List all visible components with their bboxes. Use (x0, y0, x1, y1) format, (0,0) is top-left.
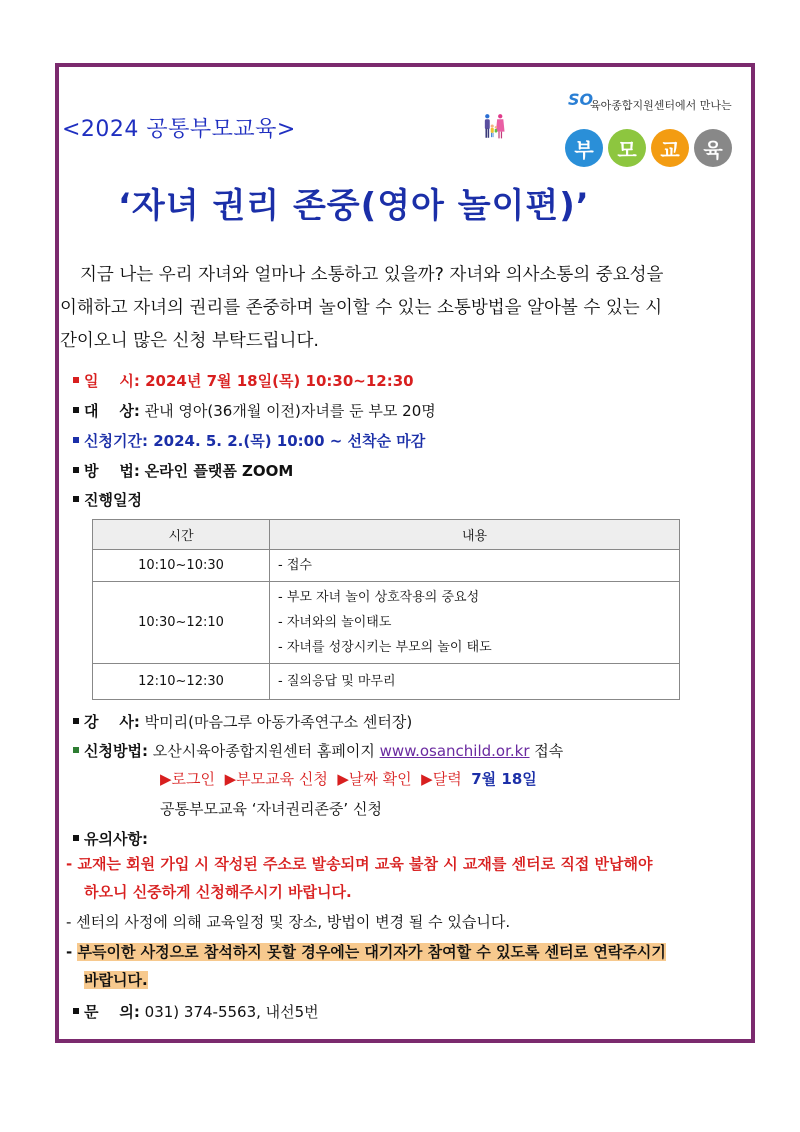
table-header: 시간 (93, 520, 270, 550)
table-header-row (93, 520, 680, 550)
bullet-square-icon (73, 747, 79, 753)
application-value: 오산시육아종합지원센터 홈페이지 (152, 742, 375, 760)
target-row (73, 400, 436, 421)
schedule-label-row (73, 489, 142, 510)
content-cell (270, 582, 680, 664)
intro-paragraph (60, 259, 755, 358)
bullet-square-icon (73, 437, 79, 443)
date-label: 일 시: (84, 372, 140, 390)
note-3 (66, 938, 756, 994)
time-cell: 10:30~12:10 (93, 582, 270, 664)
target-label: 대 상: (84, 402, 140, 420)
family-illustration (483, 82, 563, 172)
child-figure-2 (495, 126, 497, 132)
notes-label-row (73, 828, 148, 849)
content-item: - 자녀와의 놀이태도 (278, 615, 392, 630)
table-row (93, 582, 680, 664)
intro-line: 이해하고 자녀의 권리를 존중하며 놀이할 수 있는 소통방법을 알아볼 수 있는 시 (60, 298, 663, 318)
main-title: ‘자녀 권리 존중(영아 놀이편)’ (118, 186, 590, 226)
note-line: 바랍니다. (84, 971, 148, 989)
logo-badge: 모 (608, 129, 646, 167)
bullet-square-icon (73, 1008, 79, 1014)
note-1 (66, 850, 756, 906)
schedule-label: 진행일정 (84, 491, 142, 509)
note-line: 부득이한 사정으로 참석하지 못할 경우에는 대기자가 참여할 수 있도록 센터로 연락주시기 (77, 943, 666, 961)
father-figure (485, 114, 490, 138)
lecturer-label: 강 사: (84, 713, 140, 731)
application-label: 신청방법: (84, 742, 148, 760)
bullet-square-icon (73, 377, 79, 383)
date-value: 2024년 7월 18일(목) 10:30~12:30 (145, 372, 414, 390)
note-2: - 센터의 사정에 의해 교육일정 및 장소, 방법이 변경 될 수 있습니다. (66, 913, 511, 931)
application-line3: 공통부모교육 ‘자녀권리존중’ 신청 (160, 800, 382, 818)
step-login: ▶로그인 (160, 770, 216, 788)
lecturer-row (73, 711, 412, 732)
step-calendar: ▶달력 (421, 770, 462, 788)
content-item: - 부모 자녀 놀이 상호작용의 중요성 (278, 590, 480, 605)
content-cell (270, 550, 680, 582)
content-cell (270, 664, 680, 700)
table-row (93, 664, 680, 700)
date-row (73, 370, 414, 391)
application-suffix: 접속 (534, 742, 564, 760)
bullet-square-icon (73, 407, 79, 413)
intro-line: 간이오니 많은 신청 부탁드립니다. (60, 331, 319, 351)
table-row (93, 550, 680, 582)
note-line: - 교재는 회원 가입 시 작성된 주소로 발송되며 교육 불참 시 교재를 센터로 직접 반납해야 (66, 855, 653, 873)
method-row (73, 460, 293, 481)
bullet-square-icon (73, 835, 79, 841)
apply-period-row (73, 430, 425, 451)
homepage-link[interactable]: www.osanchild.or.kr (379, 742, 530, 760)
note-dash: - (66, 943, 73, 961)
table-header: 내용 (270, 520, 680, 550)
step-check-date: ▶날짜 확인 (337, 770, 412, 788)
contact-row (73, 1001, 319, 1022)
step-apply: ▶부모교육 신청 (224, 770, 328, 788)
lecturer-value: 박미리(마음그루 아동가족연구소 센터장) (144, 713, 413, 731)
application-row (73, 740, 563, 761)
logo-badge: 육 (694, 129, 732, 167)
apply-period-value: 2024. 5. 2.(목) 10:00 ~ 선착순 마감 (153, 432, 426, 450)
note-line: 하오니 신중하게 신청해주시기 바랍니다. (84, 883, 352, 901)
step-calendar-date: 7월 18일 (471, 770, 537, 788)
contact-label: 문 의: (84, 1003, 140, 1021)
notes-label: 유의사항: (84, 830, 148, 848)
content-item: - 질의응답 및 마무리 (278, 674, 396, 689)
content-item: - 자녀를 성장시키는 부모의 놀이 태도 (278, 640, 492, 655)
intro-line: 지금 나는 우리 자녀와 얼마나 소통하고 있을까? 자녀와 의사소통의 중요성을 (80, 265, 664, 285)
bullet-square-icon (73, 467, 79, 473)
application-steps (160, 768, 537, 789)
logo-tagline: 육아종합지원센터에서 만나는 (590, 99, 732, 112)
logo-so-mark: SO (568, 90, 594, 109)
bullet-square-icon (73, 496, 79, 502)
time-cell: 12:10~12:30 (93, 664, 270, 700)
series-title: <2024 공통부모교육> (62, 117, 296, 142)
bullet-square-icon (73, 718, 79, 724)
apply-period-label: 신청기간: (84, 432, 148, 450)
content-item: - 접수 (278, 558, 312, 573)
time-cell: 10:10~10:30 (93, 550, 270, 582)
child-figure-1 (491, 125, 494, 138)
logo-badge: 부 (565, 129, 603, 167)
method-value: 온라인 플랫폼 ZOOM (144, 462, 294, 480)
schedule-table (92, 519, 680, 700)
contact-value: 031) 374-5563, 내선5번 (144, 1003, 319, 1021)
logo-badge: 교 (651, 129, 689, 167)
mother-figure (496, 114, 505, 138)
target-value: 관내 영아(36개월 이전)자녀를 둔 부모 20명 (144, 402, 436, 420)
method-label: 방 법: (84, 462, 140, 480)
logo-badges (565, 129, 732, 167)
